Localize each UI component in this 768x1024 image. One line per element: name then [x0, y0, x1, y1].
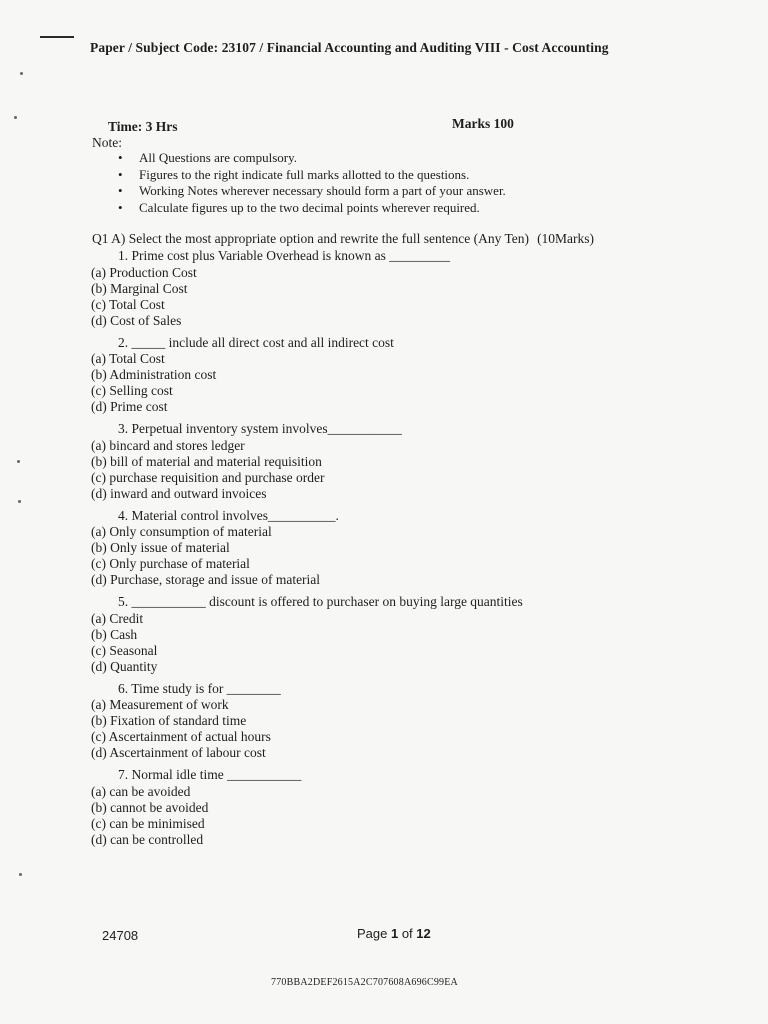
mcq-list: [91, 248, 523, 854]
option-a: (a) Production Cost: [91, 264, 197, 280]
option-d: (d) inward and outward invoices: [91, 485, 267, 501]
option-d: (d) Cost of Sales: [91, 312, 182, 328]
time-label: Time: 3 Hrs: [108, 119, 178, 134]
option-a: (a) Only consumption of material: [91, 524, 272, 539]
option-b: (b) cannot be avoided: [91, 799, 209, 815]
option-list: [91, 524, 523, 588]
scan-speck: [19, 873, 22, 876]
option-list: [91, 351, 523, 415]
scan-speck: [20, 72, 23, 75]
bullet-icon: •: [118, 166, 123, 182]
option-c: (c) Only purchase of material: [91, 556, 250, 571]
bullet-icon: •: [118, 150, 123, 165]
scan-speck: [14, 116, 17, 119]
option-list: [91, 265, 523, 329]
option-b: (b) Marginal Cost: [91, 280, 188, 296]
option-b: (b) Administration cost: [91, 367, 217, 382]
option-a: (a) bincard and stores ledger: [91, 437, 245, 453]
instructions-list: [118, 150, 506, 216]
instruction-item: • All Questions are compulsory.: [118, 150, 298, 165]
mcq-question-7: [91, 767, 523, 848]
question-stem: 1. Prime cost plus Variable Overhead is known as _________: [118, 248, 450, 263]
question-stem: 5. ___________ discount is offered to purchaser on buying large quantities: [118, 594, 523, 609]
option-c: (c) Ascertainment of actual hours: [91, 729, 271, 744]
question-stem: 2. _____ include all direct cost and all indirect cost: [118, 334, 394, 350]
option-a: (a) can be avoided: [91, 783, 191, 799]
option-a: (a) Total Cost: [91, 351, 165, 366]
paper-header: Paper / Subject Code: 23107 / Financial Accounting and Auditing VIII - Cost Accounting: [90, 40, 609, 55]
instruction-item: • Working Notes wherever necessary should form a part of your answer.: [118, 183, 506, 198]
option-d: (d) Purchase, storage and issue of material: [91, 572, 321, 587]
option-c: (c) Total Cost: [91, 296, 165, 312]
question-1-marks: (10Marks): [537, 231, 595, 246]
option-d: (d) Ascertainment of labour cost: [91, 745, 266, 760]
question-stem: 7. Normal idle time ___________: [118, 767, 302, 782]
scan-speck: [18, 500, 21, 503]
paper-code: 24708: [102, 928, 139, 943]
mcq-question-3: [91, 421, 523, 502]
option-b: (b) Fixation of standard time: [91, 713, 247, 728]
page-number: Page 1 of 12: [357, 926, 431, 941]
mcq-question-5: [91, 594, 523, 675]
option-a: (a) Credit: [91, 610, 144, 626]
pen-mark: [40, 36, 74, 38]
question-1-title: Q1 A) Select the most appropriate option and rewrite the full sentence (Any Ten) (10Marks): [92, 231, 595, 246]
option-b: (b) bill of material and material requisition: [91, 453, 322, 469]
option-c: (c) Selling cost: [91, 383, 173, 398]
instruction-item: • Figures to the right indicate full marks allotted to the questions.: [118, 166, 470, 182]
total-marks: Marks 100: [452, 116, 514, 131]
note-label: Note:: [92, 135, 122, 150]
scan-speck: [17, 460, 20, 463]
question-stem: 3. Perpetual inventory system involves___________: [118, 421, 402, 436]
option-c: (c) purchase requisition and purchase order: [91, 469, 325, 485]
mcq-question-6: [91, 680, 523, 762]
option-d: (d) Quantity: [91, 658, 158, 674]
document-hash: 770BBA2DEF2615A2C707608A696C99EA: [271, 977, 458, 988]
bullet-icon: •: [118, 183, 123, 198]
mcq-question-2: [91, 334, 523, 416]
option-list: [91, 611, 523, 675]
option-d: (d) can be controlled: [91, 831, 204, 847]
option-c: (c) Seasonal: [91, 642, 158, 658]
question-stem: 6. Time study is for ________: [118, 680, 281, 696]
option-b: (b) Only issue of material: [91, 540, 230, 555]
option-list: [91, 784, 523, 848]
option-c: (c) can be minimised: [91, 815, 205, 831]
option-list: [91, 697, 523, 761]
option-a: (a) Measurement of work: [91, 697, 229, 712]
option-list: [91, 438, 523, 502]
bullet-icon: •: [118, 199, 123, 215]
mcq-question-1: [91, 248, 523, 329]
question-stem: 4. Material control involves__________.: [118, 507, 339, 523]
option-d: (d) Prime cost: [91, 399, 168, 414]
mcq-question-4: [91, 507, 523, 589]
instruction-item: • Calculate figures up to the two decimal points wherever required.: [118, 199, 480, 215]
option-b: (b) Cash: [91, 626, 138, 642]
